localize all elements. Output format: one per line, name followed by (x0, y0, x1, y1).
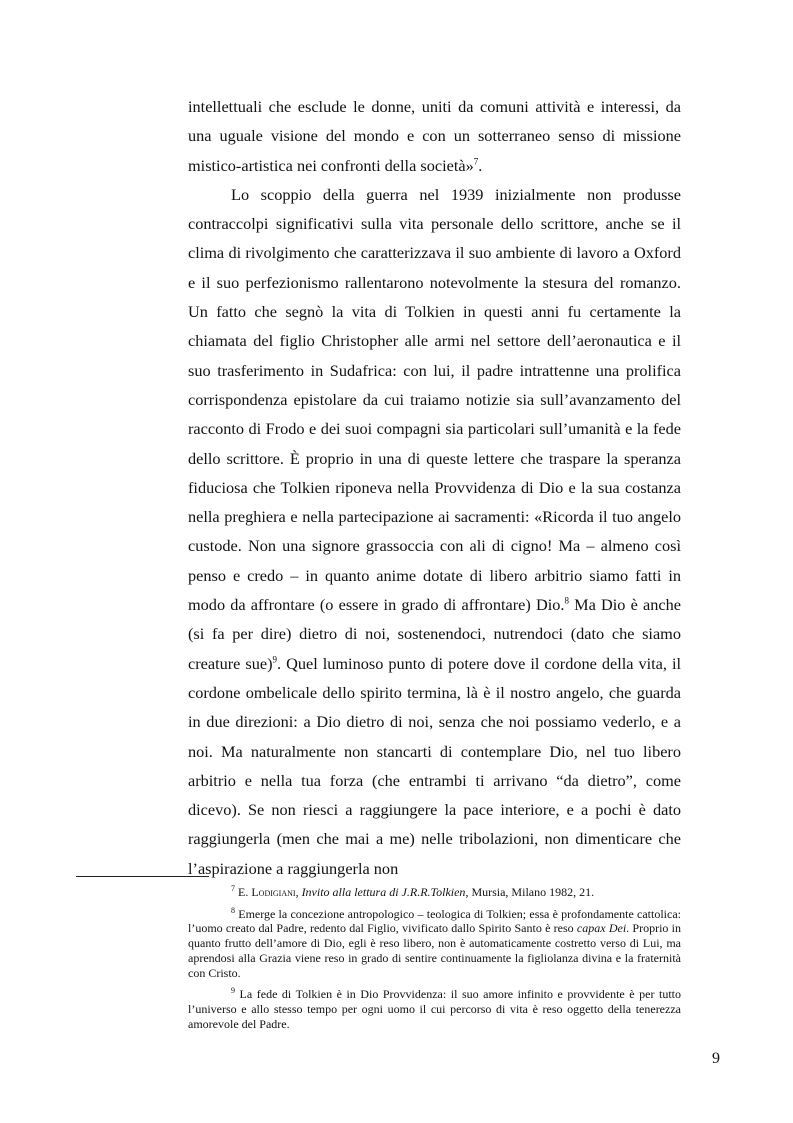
footnote-7-rest: , Mursia, Milano 1982, 21. (465, 885, 595, 899)
paragraph-1-text: intellettuali che esclude le donne, uniti da comuni attività e interessi, da una uguale visione del mondo e con un sotterraneo senso di missione mistico-artistica nei confronti della società» (188, 97, 681, 175)
body-text (188, 92, 681, 883)
footnote-7-author-rest: odigiani (258, 885, 296, 899)
footnote-7 (188, 885, 681, 900)
footnote-ref-8[interactable]: 8 (564, 595, 569, 606)
paragraph-2-part-2: Ma Dio è anche (si fa per dire) dietro di noi, sostenendoci, nutrendoci (dato che siamo creature sue) (188, 595, 681, 673)
footnote-9-number: 9 (231, 986, 235, 996)
paragraph-2 (188, 180, 681, 883)
footnote-8-text-2: . Proprio in quanto frutto dell’amore di Dio, egli è reso libero, non è automaticamente costretto verso di Lui, ma aprendosi alla Grazia viene reso in grado di sentire continuamente la figliolanza divina e la fraternità con Cristo. (188, 921, 682, 980)
footnote-8-italic: capax Dei (576, 921, 627, 936)
paragraph-1 (188, 92, 681, 180)
footnote-ref-7[interactable]: 7 (473, 156, 479, 167)
footnote-7-author-initial: E. L (238, 885, 259, 899)
footnote-7-number: 7 (231, 884, 235, 893)
footnote-9-text: La fede di Tolkien è in Dio Provvidenza: il suo amore infinito e provvidente è per tutto l’universo e allo stesso tempo per ogni uomo il cui percorso di vita è reso oggetto della tenerezza amorevole del Padre. (188, 987, 681, 1031)
footnotes (188, 885, 681, 1038)
footnote-8-number: 8 (231, 905, 235, 915)
footnote-8 (188, 907, 681, 981)
footnote-separator (76, 876, 209, 877)
footnote-7-title: Invito alla lettura di J.R.R.Tolkien (301, 885, 466, 899)
paragraph-2-part-1: Lo scoppio della guerra nel 1939 inizialmente non produsse contraccolpi significativi sulla vita personale dello scrittore, anche se il clima di rivolgimento che caratterizzava il suo ambiente di lavoro a Oxford e il suo perfezionismo rallentarono notevolmente la stesura del romanzo. Un fatto che segnò la vita di Tolkien in questi anni fu certamente la chiamata del figlio Christopher alle armi nel settore dell’aeronautica e il suo trasferimento in Sudafrica: con lui, il padre intrattenne una prolifica corrispondenza epistolare da cui traiamo notizie sia sull’avanzamento del racconto di Frodo e dei suoi compagni sia particolari sull’umanità e la fede dello scrittore. È proprio in una di queste lettere che traspare la speranza fiduciosa che Tolkien riponeva nella Provvidenza di Dio e la sua costanza nella preghiera e nella partecipazione ai sacramenti: «Ricorda il tuo angelo custode. Non una signore grassoccia con ali di cigno! Ma – almeno così penso e credo – in quanto anime dotate di libero arbitrio siamo fatti in modo da affrontare (o essere in grado di affrontare) Dio. (188, 184, 681, 615)
paragraph-2-part-3: . Quel luminoso punto di potere dove il cordone della vita, il cordone ombelicale dello spirito termina, là è il nostro angelo, che guarda in due direzioni: a Dio dietro di noi, senza che noi possiamo vederlo, e a noi. Ma naturalmente non stancarti di contemplare Dio, nel tuo libero arbitrio e nella tua forza (che entrambi ti arrivano “da dietro”, come dicevo). Se non riesci a raggiungere la pace interiore, e a pochi è dato raggiungerla (men che mai a me) nelle tribolazioni, non dimenticare che l’aspirazione a raggiungerla non (188, 653, 681, 878)
page-number: 9 (712, 1050, 720, 1067)
footnote-ref-9[interactable]: 9 (272, 654, 278, 665)
footnote-7-author-separator: , (295, 885, 302, 899)
footnote-8-text-1: Emerge la concezione antropologico – teologica di Tolkien; essa è profondamente cattolica: l’uomo creato dal Padre, redento dal Figlio, vivificato dallo Spirito Santo è reso (188, 906, 681, 936)
paragraph-1-end: . (478, 155, 483, 175)
footnote-9 (188, 987, 681, 1031)
